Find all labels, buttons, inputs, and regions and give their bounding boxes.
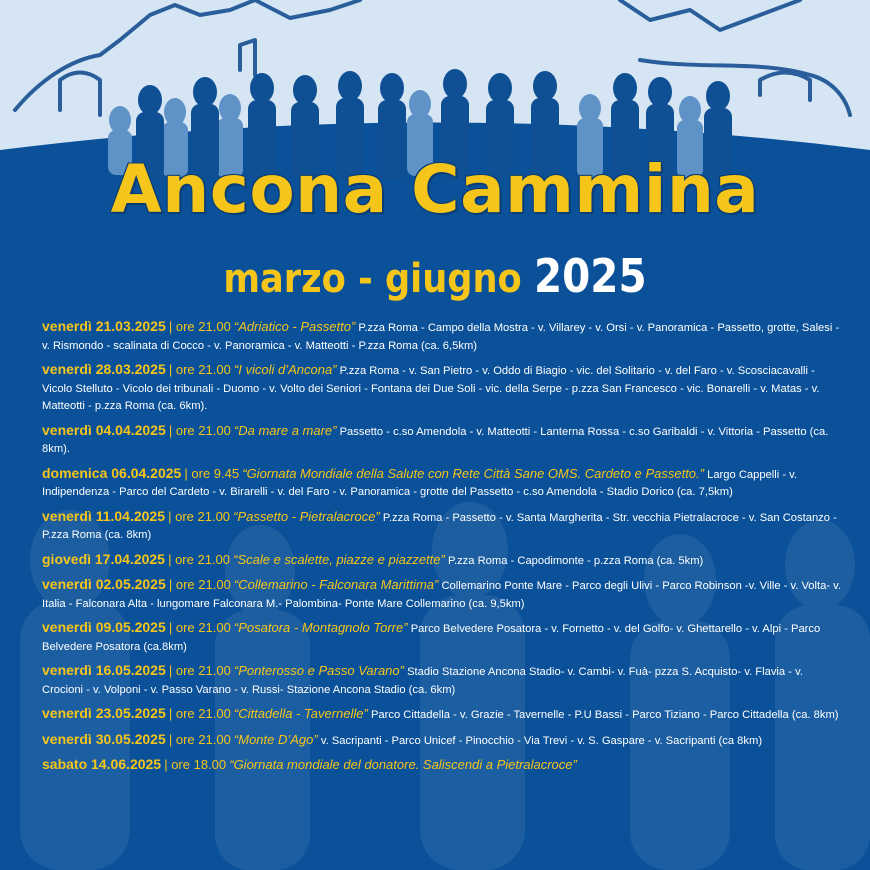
event-name: “Adriatico - Passetto”	[233, 319, 356, 334]
poster-title: Ancona Cammina	[110, 151, 760, 228]
illustration-credit	[850, 90, 860, 150]
event-item	[42, 508, 842, 545]
event-name: “Scale e scalette, piazze e piazzette”	[233, 551, 445, 567]
event-day: domenica 06.04.2025	[42, 464, 182, 481]
season-year: 2025	[533, 249, 647, 303]
event-day: venerdì 09.05.2025	[42, 619, 166, 635]
event-route: Parco Belvedere Posatora - v. Fornetto - v. del Golfo- v. Ghettarello - v. Alpi - Parco Belvedere Posatora (ca.8km)	[42, 623, 821, 653]
event-time: | ore 21.00	[168, 706, 231, 721]
event-item	[42, 731, 842, 751]
event-route: P.zza Roma - v. San Pietro - v. Oddo di Biagio - vic. del Solitario - v. del Faro - v. Scosciacavalli - Vicolo Stelluto - Vicolo dei tribunali - Duomo - v. Volto dei Seniori - Fontana dei Due Soli - vic. della Serpe - p.zza San Francesco - vic. Bonarelli - v. Matas - v. Matteotti - p.zza Roma (ca. 6km).	[42, 365, 820, 412]
event-name: “I vicoli d’Ancona”	[233, 362, 337, 377]
poster-subtitle	[52, 250, 818, 305]
event-day: venerdì 04.04.2025	[42, 421, 166, 438]
event-item	[42, 756, 842, 776]
event-day: venerdì 21.03.2025	[42, 318, 166, 334]
season-months: marzo - giugno	[223, 256, 522, 302]
event-time: | ore 21.00	[168, 731, 231, 747]
event-item	[42, 551, 842, 571]
event-route: Collemarino Ponte Mare - Parco degli Ulivi - Parco Robinson -v. Ville - v. Volta- v. Italia - Falconara Alta - lungomare Falconara M.- Palombina- Ponte Mare Collemarino (ca. 9,5km)	[42, 580, 842, 610]
event-day: venerdì 28.03.2025	[42, 361, 166, 377]
event-item	[42, 662, 842, 699]
event-day: venerdì 30.05.2025	[42, 730, 166, 747]
event-name: “Posatora - Montagnolo Torre”	[233, 620, 408, 635]
event-item	[42, 705, 842, 725]
event-name: “Ponterosso e Passo Varano”	[233, 663, 404, 678]
event-time: | ore 21.00	[168, 422, 231, 438]
event-time: | ore 18.00	[164, 757, 227, 772]
event-name: “Monte D’Ago”	[233, 731, 318, 747]
event-item	[42, 361, 842, 416]
event-route: Parco Cittadella - v. Grazie - Tavernelle - P.U Bassi - Parco Tiziano - Parco Cittadella (ca. 8km)	[370, 709, 839, 721]
event-name: “Da mare a mare”	[233, 422, 337, 438]
event-time: | ore 21.00	[168, 551, 230, 567]
event-route: v. Sacripanti - Parco Unicef - Pinocchio - Via Trevi - v. S. Gaspare - v. Sacripanti (ca 8km)	[320, 734, 763, 747]
event-item	[42, 422, 842, 459]
event-route: P.zza Roma - Campo della Mostra - v. Villarey - v. Orsi - v. Panoramica - Passetto, grotte, Salesi - v. Rismondo - scalinata di Cocco - v. Panoramica - v. Matteotti - P.zza Roma (ca. 6,5km)	[42, 322, 840, 352]
event-name: “Cittadella - Tavernelle”	[233, 706, 368, 721]
event-time: | ore 9.45	[184, 465, 240, 481]
event-day: venerdì 16.05.2025	[42, 662, 166, 678]
event-item	[42, 576, 842, 613]
event-route: Largo Cappelli - v. Indipendenza - Parco del Cardeto - v. Birarelli - v. del Faro - v. Panoramica - grotte del Passetto - c.so Amendola - Stadio Dorico (ca. 7,5km)	[42, 468, 798, 498]
event-name: “Collemarino - Falconara Marittima”	[233, 577, 439, 592]
event-time: | ore 21.00	[168, 663, 231, 678]
event-day: venerdì 02.05.2025	[42, 576, 166, 592]
event-name: “Giornata mondiale del donatore. Saliscendi a Pietralacroce”	[229, 757, 577, 772]
event-item	[42, 619, 842, 656]
event-route: Passetto - c.so Amendola - v. Matteotti - Lanterna Rossa - c.so Garibaldi - v. Vittoria - Passetto (ca. 8km).	[42, 425, 829, 455]
event-item	[42, 318, 842, 355]
event-time: | ore 21.00	[168, 319, 231, 334]
event-route: Stadio Stazione Ancona Stadio- v. Cambi- v. Fuà- pzza S. Acquisto- v. Flavia - v. Crocioni - v. Volponi - v. Passo Varano - v. Russi- Stazione Ancona Stadio (ca. 6km)	[42, 666, 803, 696]
event-time: | ore 21.00	[168, 508, 231, 524]
event-name: “Giornata Mondiale della Salute con Rete Città Sane OMS. Cardeto e Passetto.”	[242, 465, 704, 481]
event-day: venerdì 23.05.2025	[42, 705, 166, 721]
event-time: | ore 21.00	[168, 620, 231, 635]
event-route: P.zza Roma - Capodimonte - p.zza Roma (ca. 5km)	[447, 554, 704, 567]
event-item	[42, 465, 842, 502]
event-name: “Passetto - Pietralacroce”	[233, 508, 380, 524]
event-day: venerdì 11.04.2025	[42, 507, 165, 524]
event-route: P.zza Roma - Passetto - v. Santa Margherita - Str. vecchia Pietralacroce - v. San Costanzo - P.zza Roma (ca. 8km)	[42, 511, 837, 541]
event-day: giovedì 17.04.2025	[42, 550, 165, 567]
event-time: | ore 21.00	[168, 577, 231, 592]
event-time: | ore 21.00	[168, 362, 231, 377]
event-day: sabato 14.06.2025	[42, 756, 162, 772]
event-list	[42, 318, 842, 782]
